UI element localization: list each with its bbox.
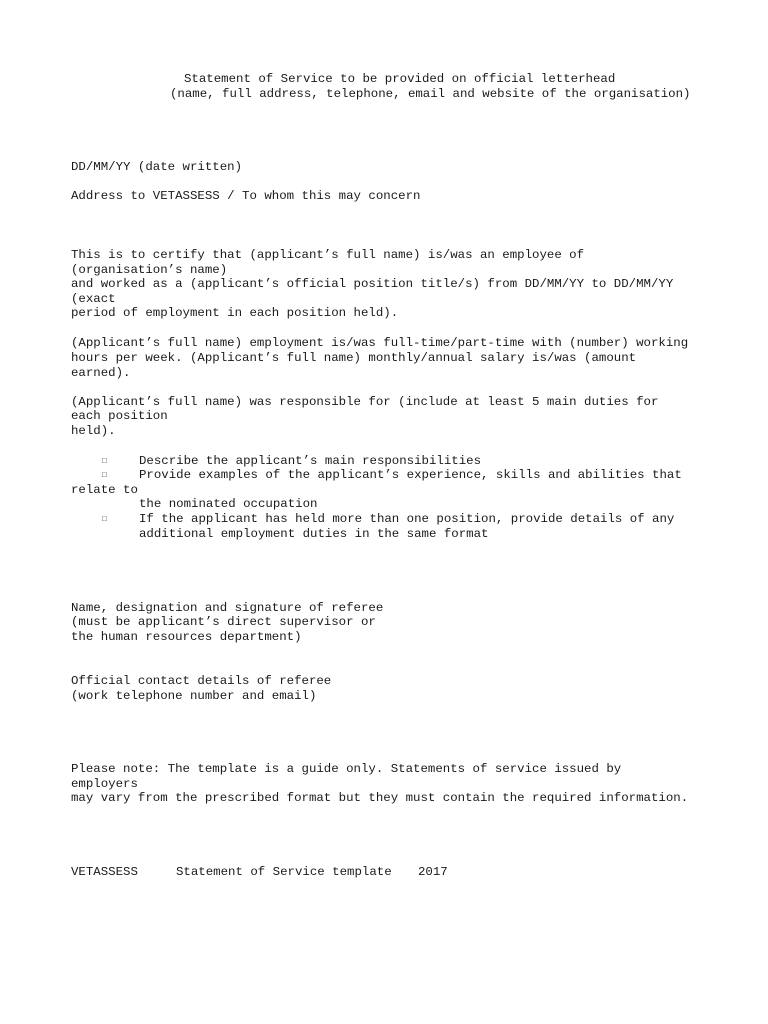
- footer-year: 2017: [418, 865, 448, 879]
- paragraph-line: (exact: [71, 292, 116, 306]
- address-line: Address to VETASSESS / To whom this may concern: [71, 189, 421, 203]
- referee-line: the human resources department): [71, 630, 302, 644]
- list-item: If the applicant has held more than one position, provide details of any: [139, 512, 675, 526]
- letterhead-title: Statement of Service to be provided on official letterhead: [184, 72, 616, 86]
- checkbox-bullet-icon: □: [102, 515, 107, 524]
- referee-line: (work telephone number and email): [71, 689, 317, 703]
- referee-line: Name, designation and signature of referee: [71, 601, 384, 615]
- letterhead-subtitle: (name, full address, telephone, email and website of the organisation): [170, 87, 691, 101]
- paragraph-line: held).: [71, 424, 116, 438]
- note-line: may vary from the prescribed format but they must contain the required information.: [71, 791, 689, 805]
- paragraph-line: (organisation’s name): [71, 263, 228, 277]
- note-line: employers: [71, 777, 138, 791]
- list-item: Describe the applicant’s main responsibilities: [139, 454, 482, 468]
- footer-org: VETASSESS: [71, 865, 138, 879]
- list-item: Provide examples of the applicant’s experience, skills and abilities that: [139, 468, 682, 482]
- referee-line: Official contact details of referee: [71, 674, 332, 688]
- checkbox-bullet-icon: □: [102, 457, 107, 466]
- paragraph-line: (Applicant’s full name) was responsible for (include at least 5 main duties for: [71, 395, 659, 409]
- checkbox-bullet-icon: □: [102, 471, 107, 480]
- footer-doc-title: Statement of Service template: [176, 865, 392, 879]
- list-item-continuation: additional employment duties in the same format: [139, 527, 489, 541]
- paragraph-line: and worked as a (applicant’s official position title/s) from DD/MM/YY to DD/MM/YY: [71, 277, 674, 291]
- paragraph-line: earned).: [71, 366, 131, 380]
- paragraph-line: (Applicant’s full name) employment is/was full-time/part-time with (number) working: [71, 336, 689, 350]
- paragraph-line: This is to certify that (applicant’s full name) is/was an employee of: [71, 248, 585, 262]
- date-line: DD/MM/YY (date written): [71, 160, 243, 174]
- paragraph-line: hours per week. (Applicant’s full name) monthly/annual salary is/was (amount: [71, 351, 637, 365]
- referee-line: (must be applicant’s direct supervisor or: [71, 615, 376, 629]
- list-item-continuation: relate to: [71, 483, 138, 497]
- paragraph-line: period of employment in each position held).: [71, 306, 399, 320]
- note-line: Please note: The template is a guide only. Statements of service issued by: [71, 762, 622, 776]
- paragraph-line: each position: [71, 409, 168, 423]
- list-item-continuation: the nominated occupation: [139, 497, 318, 511]
